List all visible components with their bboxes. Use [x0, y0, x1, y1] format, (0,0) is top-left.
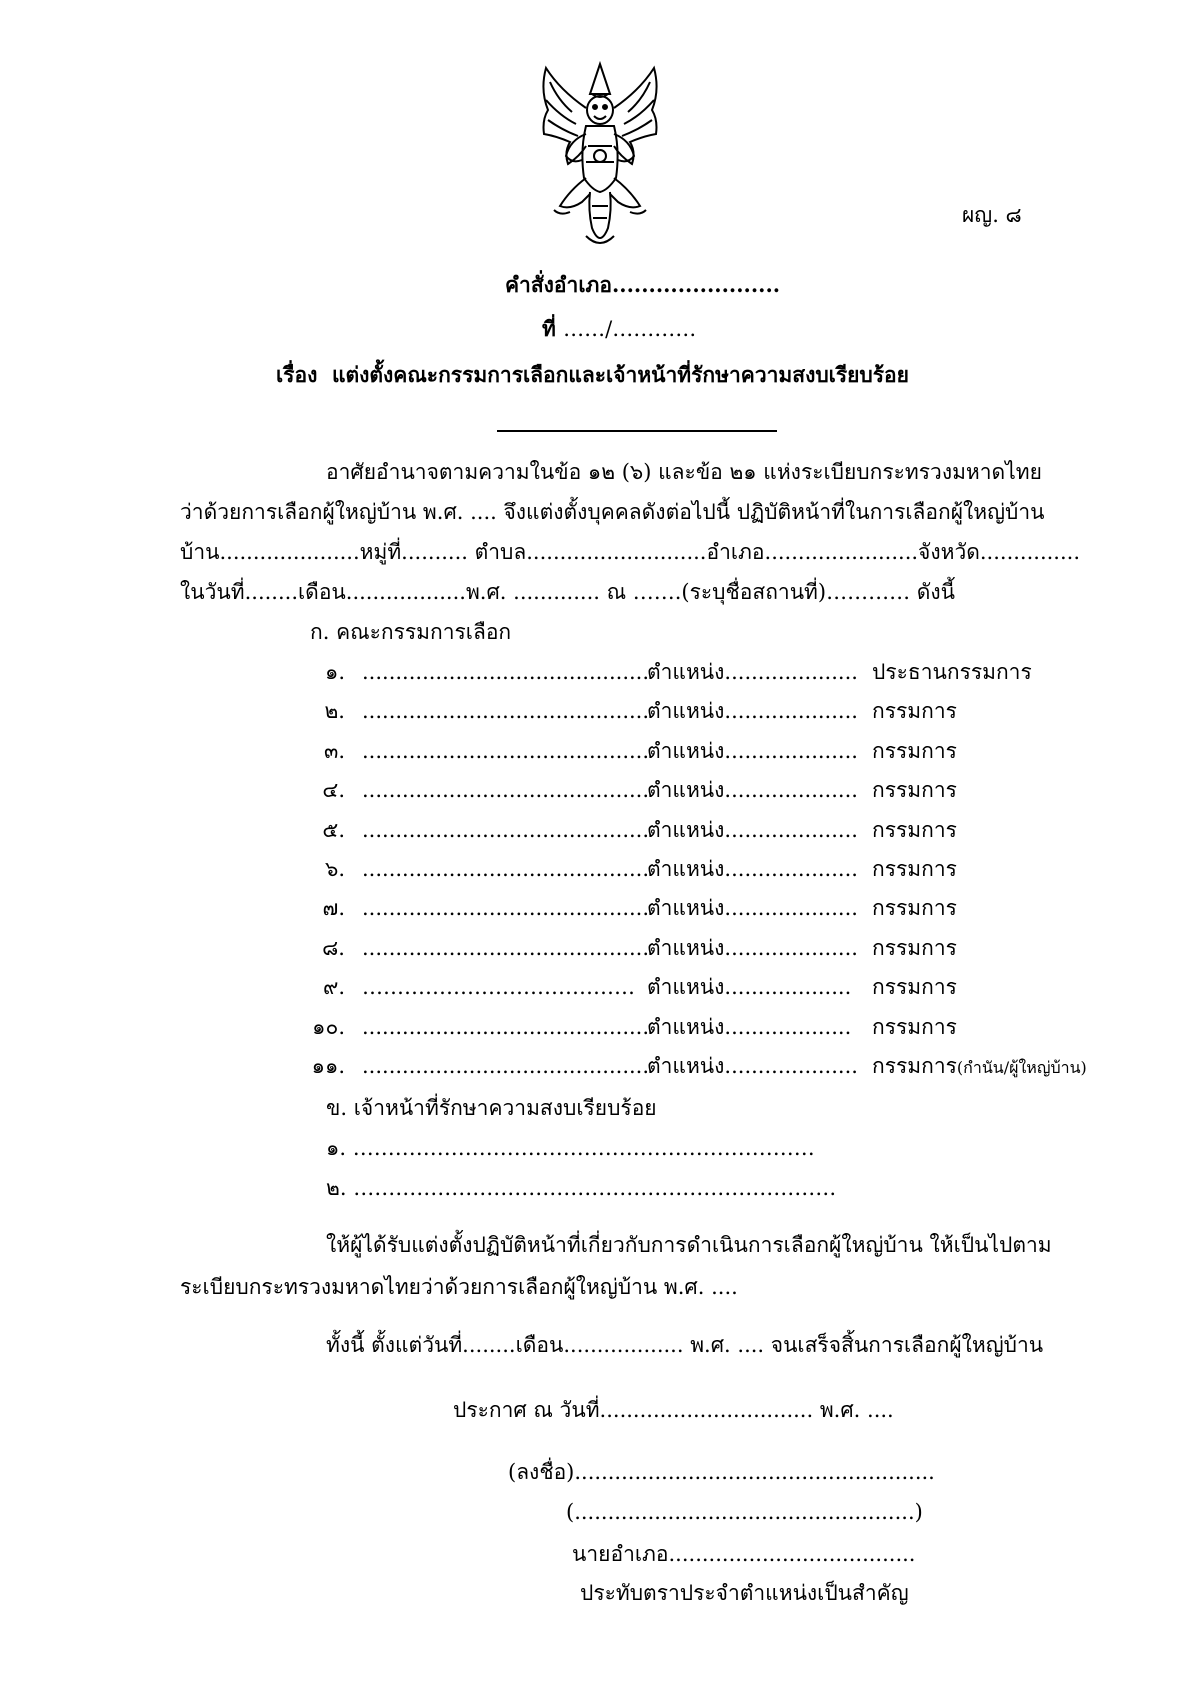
- member-role-text: กรรมการ: [872, 739, 957, 763]
- member-number: ๙.: [322, 975, 345, 999]
- intro-line-3: บ้าน.....................หมู่ที่.......... ตำบล...........................อำเภอ.......................จังหวัด...............: [180, 540, 1081, 564]
- member-number: ๒.: [324, 699, 345, 723]
- announce-date: ประกาศ ณ วันที่................................ พ.ศ. ....: [453, 1398, 894, 1422]
- subject-text: แต่งตั้งคณะกรรมการเลือกและเจ้าหน้าที่รักษาความสงบเรียบร้อย: [331, 362, 909, 387]
- number-value: ……/…………: [563, 317, 697, 341]
- officer-item: [326, 1178, 836, 1199]
- member-role: [872, 701, 957, 722]
- duties-line-1: ให้ผู้ได้รับแต่งตั้งปฏิบัติหน้าที่เกี่ยวกับการดำเนินการเลือกผู้ใหญ่บ้าน ให้เป็นไปตาม: [326, 1233, 1052, 1257]
- member-name-blank: ...........................................: [362, 936, 650, 960]
- member-role-text: กรรมการ: [872, 778, 957, 802]
- member-name-blank: ...........................................: [362, 818, 650, 842]
- member-position-blank: ตำแหน่ง....................: [647, 936, 858, 960]
- member-number: ๑๐.: [312, 1015, 345, 1039]
- member-position-blank: ตำแหน่ง....................: [647, 857, 858, 881]
- member-name-blank: …………………………………: [362, 975, 635, 999]
- member-role-text: กรรมการ: [872, 818, 957, 842]
- seal-note: ประทับตราประจำตำแหน่งเป็นสำคัญ: [580, 1581, 909, 1605]
- member-position-blank: ตำแหน่ง....................: [647, 660, 858, 684]
- order-number: [542, 318, 696, 340]
- member-number: ๗.: [322, 896, 345, 920]
- officer-num: ๑.: [326, 1136, 347, 1160]
- intro-line-4: ในวันที่........เดือน..................พ.ศ. ............. ณ …….(ระบุชื่อสถานที่)………… ดังนี้: [180, 580, 956, 604]
- duties-line-2: ระเบียบกระทรวงมหาดไทยว่าด้วยการเลือกผู้ใหญ่บ้าน พ.ศ. ....: [180, 1275, 738, 1299]
- member-role: [872, 938, 957, 959]
- officer-num: ๒.: [326, 1176, 347, 1200]
- member-role: [872, 780, 957, 801]
- member-role: [872, 662, 1032, 683]
- member-role-text: กรรมการ: [872, 975, 957, 999]
- title-divider: [497, 430, 777, 432]
- member-name-blank: ...........................................: [362, 739, 650, 763]
- intro-line-2: ว่าด้วยการเลือกผู้ใหญ่บ้าน พ.ศ. .... จึงแต่งตั้งบุคคลดังต่อไปนี้ ปฏิบัติหน้าที่ในการเลือกผู้ใหญ่บ้าน: [180, 500, 1045, 524]
- order-subject: [276, 364, 909, 385]
- member-role-text: กรรมการ: [872, 896, 957, 920]
- member-name-blank: ...........................................: [362, 1015, 650, 1039]
- section-b-heading: ข. เจ้าหน้าที่รักษาความสงบเรียบร้อย: [326, 1096, 657, 1120]
- number-label: ที่: [542, 316, 556, 341]
- signer-title: นายอำเภอ.....................................: [572, 1542, 916, 1566]
- member-name-blank: ...........................................: [362, 778, 650, 802]
- member-role: [872, 977, 957, 998]
- member-name-blank: ...........................................: [362, 857, 650, 881]
- member-role: [872, 859, 957, 880]
- member-position-blank: ตำแหน่ง....................: [647, 778, 858, 802]
- member-name-blank: ...........................................: [362, 699, 650, 723]
- intro-line-1: อาศัยอำนาจตามความในข้อ ๑๒ (๖) และข้อ ๒๑ แห่งระเบียบกระทรวงมหาดไทย: [326, 460, 1042, 484]
- member-role-text: กรรมการ: [872, 1054, 957, 1078]
- member-name-blank: ...........................................: [362, 660, 650, 684]
- officer-item: [326, 1138, 815, 1159]
- member-role: [872, 820, 957, 841]
- member-role-text: กรรมการ: [872, 936, 957, 960]
- member-role: [872, 1056, 1087, 1077]
- member-number: ๕.: [322, 818, 345, 842]
- member-role-text: ประธานกรรมการ: [872, 660, 1032, 684]
- member-position-blank: ตำแหน่ง...................: [647, 1015, 852, 1039]
- member-number: ๑.: [324, 660, 345, 684]
- member-position-blank: ตำแหน่ง....................: [647, 1054, 858, 1078]
- member-role: [872, 1017, 957, 1038]
- effective-period: ทั้งนี้ ตั้งแต่วันที่........เดือน.................. พ.ศ. .... จนเสร็จสิ้นการเลือกผู้ใหญ่บ้าน: [326, 1333, 1044, 1357]
- member-number: ๑๑.: [311, 1054, 345, 1078]
- member-role-text: กรรมการ: [872, 857, 957, 881]
- officer-name-blank: …………………………………………………………: [352, 1136, 815, 1160]
- member-role-text: กรรมการ: [872, 699, 957, 723]
- member-role-text: กรรมการ: [872, 1015, 957, 1039]
- member-position-blank: ตำแหน่ง....................: [647, 896, 858, 920]
- member-name-blank: ...........................................: [362, 1054, 650, 1078]
- order-title: คำสั่งอำเภอ.......................: [505, 272, 781, 297]
- officer-name-blank: ……………………………………………………………: [353, 1176, 837, 1200]
- member-name-blank: ...........................................: [362, 896, 650, 920]
- member-role-note: (กำนัน/ผู้ใหญ่บ้าน): [956, 1058, 1087, 1077]
- member-number: ๓.: [323, 739, 345, 763]
- member-position-blank: ตำแหน่ง...................: [647, 975, 852, 999]
- form-code: ผญ. ๘: [962, 203, 1022, 227]
- member-position-blank: ตำแหน่ง....................: [647, 699, 858, 723]
- member-role: [872, 741, 957, 762]
- member-role: [872, 898, 957, 919]
- subject-label: เรื่อง: [276, 362, 318, 387]
- garuda-emblem-icon: [530, 60, 670, 252]
- section-a-heading: ก. คณะกรรมการเลือก: [310, 620, 512, 644]
- member-number: ๘.: [322, 936, 345, 960]
- member-number: ๔.: [322, 778, 345, 802]
- signer-name-line: (...................................................): [566, 1500, 923, 1524]
- signature-line: (ลงชื่อ)......................................................: [508, 1460, 935, 1484]
- member-position-blank: ตำแหน่ง....................: [647, 739, 858, 763]
- member-position-blank: ตำแหน่ง....................: [647, 818, 858, 842]
- member-number: ๖.: [324, 857, 345, 881]
